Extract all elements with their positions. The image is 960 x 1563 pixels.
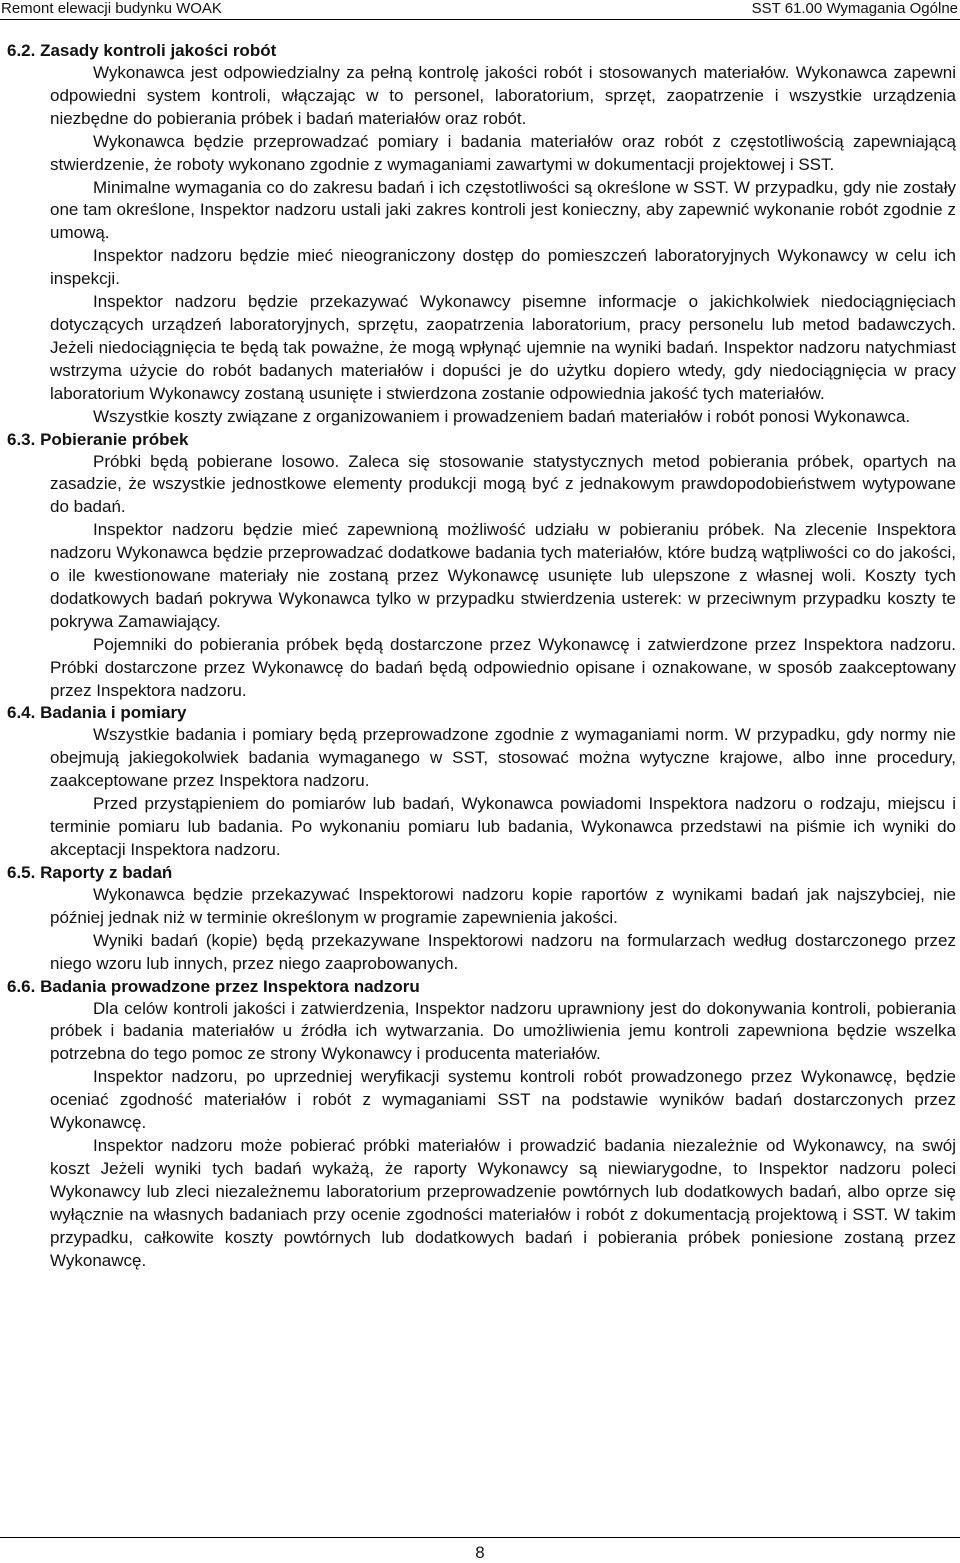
paragraph: Wykonawca będzie przeprowadzać pomiary i badania materiałów oraz robót z częstotliwością zapewniającą stwierdzenie, że roboty wykonano zgodnie z wymaganiami zawartymi w dokumentacji projektowej i SST. — [50, 131, 956, 174]
paragraph: Pojemniki do pobierania próbek będą dostarczone przez Wykonawcę i zatwierdzone przez Inspektora nadzoru. Próbki dostarczone przez Wykonawcę do badań będą odpowiednio opisane i oznakowane, w sposób zaakceptowany przez Inspektora nadzoru. — [50, 634, 956, 700]
paragraph: Wykonawca jest odpowiedzialny za pełną kontrolę jakości robót i stosowanych materiałów. Wykonawca zapewni odpowiedni system kontroli, włączając w to personel, laboratorium, sprzęt, zaopatrzenie i wszystkie urządzenia niezbędne do pobierania próbek i badań materiałów oraz robót. — [50, 63, 956, 128]
section-6-3 — [7, 429, 956, 703]
header-document-title: Remont elewacji budynku WOAK — [1, 0, 222, 17]
paragraph: Wyniki badań (kopie) będą przekazywane Inspektorowi nadzoru na formularzach według dostarczonego przez niego wzoru lub innych, przez niego zaaprobowanych. — [50, 930, 956, 973]
section-6-2 — [7, 40, 956, 429]
section-6-6 — [7, 976, 956, 1273]
page-number: 8 — [475, 1543, 485, 1562]
paragraph: Wszystkie koszty związane z organizowaniem i prowadzeniem badań materiałów i robót ponosi Wykonawca. — [93, 406, 911, 426]
paragraph: Próbki będą pobierane losowo. Zaleca się stosowanie statystycznych metod pobierania próbek, opartych na zasadzie, że wszystkie jednostkowe elementy produkcji mogą być z jednakowym prawdopodobieństwem wytypowane do badań. — [50, 451, 956, 517]
paragraph: Przed przystąpieniem do pomiarów lub badań, Wykonawca powiadomi Inspektora nadzoru o rodzaju, miejscu i terminie pomiaru lub badania. Po wykonaniu pomiaru lub badania, Wykonawca przedstawi na piśmie ich wyniki do akceptacji Inspektora nadzoru. — [50, 794, 956, 859]
paragraph: Inspektor nadzoru będzie mieć zapewnioną możliwość udziału w pobieraniu próbek. Na zlecenie Inspektora nadzoru Wykonawca będzie przeprowadzać dodatkowe badania tych materiałów, które budzą wątpliwości co do jakości, o ile kwestionowane materiały nie zostaną przez Wykonawcę usunięte lub ulepszone z własnej woli. Koszty tych dodatkowych badań pokrywa Wykonawca tylko w przypadku stwierdzenia usterek: w przeciwnym przypadku koszty te pokrywa Zamawiający. — [50, 520, 956, 631]
paragraph: Minimalne wymagania co do zakresu badań i ich częstotliwości są określone w SST. W przypadku, gdy nie zostały one tam określone, Inspektor nadzoru ustali jaki zakres kontroli jest konieczny, aby zapewnić wykonanie robót zgodnie z umową. — [50, 177, 956, 243]
section-heading: 6.6. Badania prowadzone przez Inspektora nadzoru — [7, 976, 420, 996]
paragraph: Wykonawca będzie przekazywać Inspektorowi nadzoru kopie raportów z wynikami badań jak najszybciej, nie później jednak niż w terminie określonym w programie zapewnienia jakości. — [50, 884, 956, 927]
paragraph: Dla celów kontroli jakości i zatwierdzenia, Inspektor nadzoru uprawniony jest do dokonywania kontroli, pobierania próbek i badania materiałów u źródła ich wytwarzania. Do umożliwienia jemu kontroli zapewniona będzie wszelka potrzebna do tego pomoc ze strony Wykonawcy i producenta materiałów. — [50, 998, 956, 1064]
section-6-5 — [7, 862, 956, 976]
footer-divider — [0, 1537, 960, 1538]
section-6-4 — [7, 702, 956, 861]
paragraph: Inspektor nadzoru może pobierać próbki materiałów i prowadzić badania niezależnie od Wykonawcy, na swój koszt Jeżeli wyniki tych badań wykażą, że raporty Wykonawcy są niewiarygodne, to Inspektor nadzoru poleci Wykonawcy lub zleci niezależnemu laboratorium przeprowadzenie powtórnych lub dodatkowych badań, albo oprze się wyłącznie na własnych badaniach przy ocenie zgodności materiałów i robót z dokumentacją projektową i SST. W takim przypadku, całkowite koszty powtórnych lub dodatkowych badań i pobierania próbek poniesione zostaną przez Wykonawcę. — [50, 1135, 956, 1270]
section-heading: 6.2. Zasady kontroli jakości robót — [7, 41, 277, 60]
section-heading: 6.3. Pobieranie próbek — [7, 429, 189, 449]
paragraph: Inspektor nadzoru będzie przekazywać Wykonawcy pisemne informacje o jakichkolwiek niedociągnięciach dotyczących urządzeń laboratoryjnych, sprzętu, zaopatrzenia laboratorium, pracy personelu lub metod badawczych. Jeżeli niedociągnięcia te będą tak poważne, że mogą wpłynąć ujemnie na wyniki badań. Inspektor nadzoru natychmiast wstrzyma użycie do robót badanych materiałów i dopuści je do użytku dopiero wtedy, gdy niedociągnięcia w pracy laboratorium Wykonawcy zostaną usunięte i stwierdzona zostanie odpowiednia jakość tych materiałów. — [50, 292, 956, 403]
paragraph: Wszystkie badania i pomiary będą przeprowadzone zgodnie z wymaganiami norm. W przypadku, gdy normy nie obejmują jakiegokolwiek badania wymaganego w SST, stosować można wytyczne krajowe, albo inne procedury, zaakceptowane przez Inspektora nadzoru. — [50, 725, 956, 791]
page-header — [0, 0, 960, 20]
paragraph: Inspektor nadzoru będzie mieć nieograniczony dostęp do pomieszczeń laboratoryjnych Wykonawcy w celu ich inspekcji. — [50, 246, 956, 289]
document-body — [7, 40, 956, 1272]
section-heading: 6.4. Badania i pomiary — [7, 703, 187, 723]
section-heading: 6.5. Raporty z badań — [7, 862, 173, 882]
paragraph: Inspektor nadzoru, po uprzedniej weryfikacji systemu kontroli robót prowadzonego przez Wykonawcę, będzie oceniać zgodność materiałów i robót z wymaganiami SST na podstawie wyników badań dostarczonych przez Wykonawcę. — [50, 1067, 956, 1133]
header-spec-code: SST 61.00 Wymagania Ogólne — [751, 0, 958, 17]
